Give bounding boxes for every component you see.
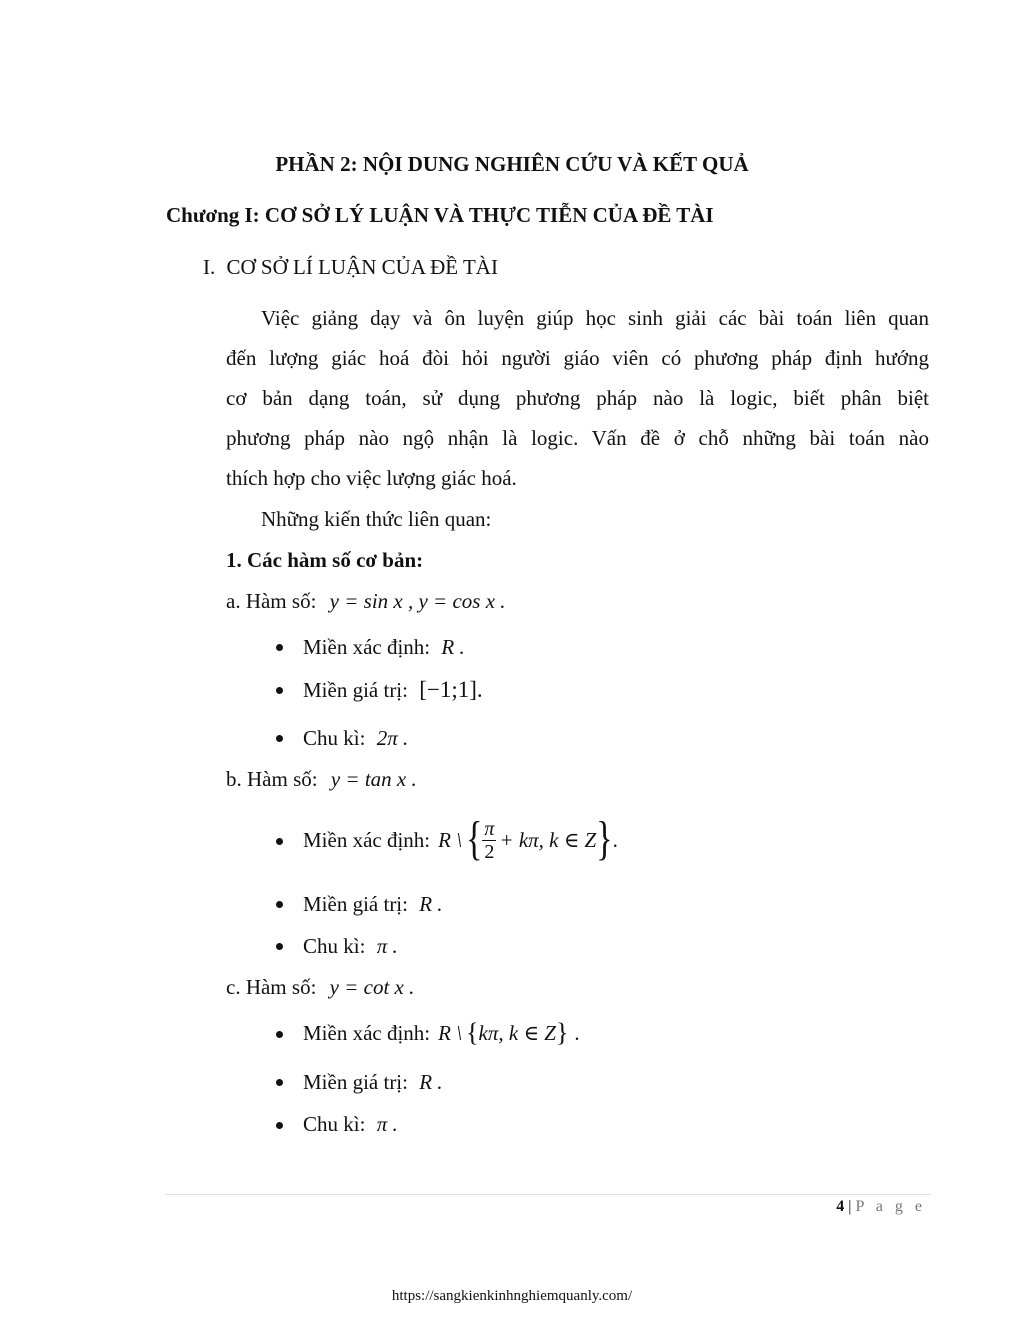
part-a-domain-value: R . bbox=[441, 635, 465, 659]
part-c-range bbox=[303, 1070, 443, 1095]
item-1-title: 1. Các hàm số cơ bản: bbox=[226, 548, 424, 572]
part-c-line bbox=[226, 975, 414, 1000]
part-b-line bbox=[226, 767, 417, 792]
part-heading: PHẦN 2: NỘI DUNG NGHIÊN CỨU VÀ KẾT QUẢ bbox=[275, 152, 749, 176]
page-footer bbox=[836, 1198, 926, 1216]
part-c-domain-label: Miền xác định: bbox=[303, 1020, 431, 1045]
part-a-period-label: Chu kì: bbox=[303, 726, 366, 750]
part-b-domain-label: Miền xác định: bbox=[303, 827, 431, 852]
footer-divider bbox=[165, 1194, 931, 1195]
part-b-range bbox=[303, 892, 443, 917]
fraction-denominator: 2 bbox=[484, 840, 495, 863]
part-a-range bbox=[303, 677, 483, 703]
fraction-numerator: π bbox=[484, 817, 495, 840]
part-b-period-label: Chu kì: bbox=[303, 934, 366, 958]
part-a-range-value: [−1;1]. bbox=[419, 677, 483, 702]
part-a-domain-label: Miền xác định: bbox=[303, 635, 431, 659]
bullet-icon bbox=[276, 1079, 283, 1086]
intro-line-3: cơ bản dạng toán, sử dụng phương pháp nào là logic, biết phân biệt bbox=[226, 386, 929, 410]
part-b-label: b. Hàm số: bbox=[226, 767, 318, 791]
bullet-icon bbox=[276, 1031, 283, 1038]
section-heading bbox=[203, 255, 498, 280]
right-brace: } bbox=[555, 1018, 569, 1047]
part-c-range-value: R . bbox=[419, 1070, 443, 1094]
intro-line-1: Việc giảng dạy và ôn luyện giúp học sinh giải các bài toán liên quan bbox=[261, 306, 929, 330]
part-a-period bbox=[303, 726, 408, 751]
part-c-domain-inner: kπ, k ∈ Z bbox=[478, 1020, 556, 1045]
part-a-range-label: Miền giá trị: bbox=[303, 678, 408, 702]
part-b-domain-rest: + kπ, k ∈ Z bbox=[499, 827, 597, 852]
part-c-range-label: Miền giá trị: bbox=[303, 1070, 408, 1094]
part-c-period-value: π . bbox=[376, 1112, 398, 1136]
related-knowledge-text: Những kiến thức liên quan: bbox=[261, 507, 492, 531]
part-b-period bbox=[303, 934, 398, 959]
part-a-label: a. Hàm số: bbox=[226, 589, 317, 613]
part-c-label: c. Hàm số: bbox=[226, 975, 317, 999]
bullet-icon bbox=[276, 943, 283, 950]
chapter-heading: Chương I: CƠ SỞ LÝ LUẬN VÀ THỰC TIỄN CỦA ĐỀ TÀI bbox=[166, 203, 714, 227]
part-b-range-label: Miền giá trị: bbox=[303, 892, 408, 916]
section-numeral: I. bbox=[203, 255, 216, 279]
part-a-period-value: 2π . bbox=[376, 726, 409, 750]
pi-over-two-fraction bbox=[482, 818, 496, 863]
source-url: https://sangkienkinhnghiemquanly.com/ bbox=[391, 1288, 633, 1304]
part-a-formula: y = sin x , y = cos x . bbox=[329, 589, 506, 613]
part-b-period-value: π . bbox=[376, 934, 398, 958]
intro-line-2: đến lượng giác hoá đòi hỏi người giáo viên có phương pháp định hướng bbox=[226, 346, 929, 370]
part-b-domain-prefix: R \ bbox=[438, 827, 463, 852]
bullet-icon bbox=[276, 901, 283, 908]
intro-line-4: phương pháp nào ngộ nhận là logic. Vấn đề ở chỗ những bài toán nào bbox=[226, 426, 929, 450]
intro-line-5: thích hợp cho việc lượng giác hoá. bbox=[226, 466, 517, 490]
footer-separator: | bbox=[848, 1198, 852, 1215]
bullet-icon bbox=[276, 644, 283, 651]
part-c-period bbox=[303, 1112, 398, 1137]
part-c-domain-end: . bbox=[574, 1020, 580, 1045]
page-number: 4 bbox=[836, 1198, 845, 1215]
left-brace: { bbox=[466, 1018, 479, 1047]
part-a-line bbox=[226, 589, 506, 614]
part-c-domain bbox=[303, 1014, 580, 1052]
part-c-period-label: Chu kì: bbox=[303, 1112, 366, 1136]
part-a-domain bbox=[303, 635, 465, 660]
page-word: P a g e bbox=[855, 1198, 926, 1215]
bullet-icon bbox=[276, 735, 283, 742]
part-b-domain-end: . bbox=[612, 827, 618, 852]
section-title: CƠ SỞ LÍ LUẬN CỦA ĐỀ TÀI bbox=[226, 255, 498, 279]
part-c-domain-prefix: R \ bbox=[438, 1020, 463, 1045]
part-b-range-value: R . bbox=[419, 892, 443, 916]
left-brace: { bbox=[466, 813, 483, 866]
part-b-formula: y = tan x . bbox=[330, 767, 417, 791]
part-c-formula: y = cot x . bbox=[329, 975, 415, 999]
bullet-icon bbox=[276, 1122, 283, 1129]
right-brace: } bbox=[596, 813, 613, 866]
bullet-icon bbox=[276, 687, 283, 694]
bullet-icon bbox=[276, 838, 283, 845]
part-b-domain bbox=[303, 810, 618, 870]
